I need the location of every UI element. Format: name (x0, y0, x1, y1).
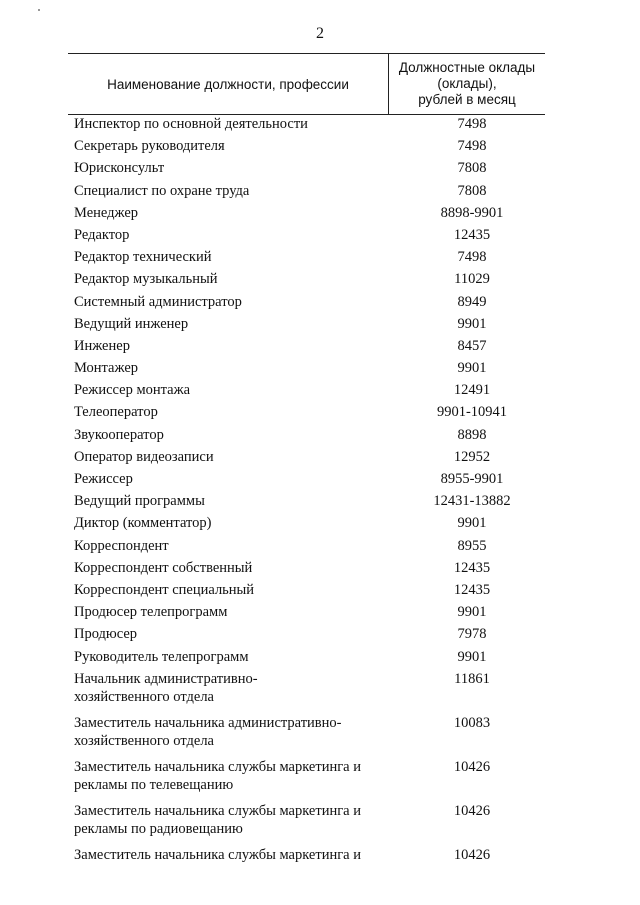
position-name (74, 625, 388, 643)
salary-value: 8898 (457, 426, 487, 443)
table-row (74, 202, 545, 224)
table-row (74, 601, 545, 623)
position-name (74, 426, 388, 444)
position-name (74, 802, 388, 838)
position-name-line2: хозяйственного отдела (74, 688, 214, 705)
table-row (74, 180, 545, 202)
position-name-line1: Секретарь руководителя (74, 138, 225, 155)
position-name-line1: Заместитель начальника службы маркетинга и (74, 758, 361, 775)
salary-value: 10426 (453, 802, 491, 819)
header-position-label: Наименование должности, профессии (107, 76, 349, 92)
position-name-line2: рекламы по телевещанию (74, 776, 234, 793)
position-name (74, 758, 388, 794)
table-row (74, 844, 545, 866)
position-name-line1: Телеоператор (74, 404, 158, 421)
position-name (74, 359, 388, 377)
position-name (74, 470, 388, 488)
header-position-column (68, 54, 388, 114)
position-name-line1: Оператор видеозаписи (74, 448, 214, 465)
table-row (74, 268, 545, 290)
table-row (74, 135, 545, 157)
position-name-line1: Инженер (74, 337, 130, 354)
position-name (74, 115, 388, 133)
position-name-line1: Продюсер телепрограмм (74, 604, 228, 621)
position-name-line1: Редактор технический (74, 249, 212, 266)
position-name-line1: Юрисконсульт (74, 160, 165, 177)
position-name-line1: Редактор (74, 226, 130, 243)
salary-value: 7498 (457, 138, 487, 155)
position-name-line1: Корреспондент специальный (74, 581, 255, 598)
table-row (74, 623, 545, 645)
header-salary-label-line2: (оклады), (437, 76, 497, 91)
header-salary-column (389, 54, 545, 114)
page-number: 2 (316, 25, 324, 42)
salary-value: 11029 (454, 271, 490, 288)
position-name-line1: Заместитель начальника службы маркетинга и (74, 846, 361, 863)
position-name-line1: Специалист по охране труда (74, 182, 250, 199)
table-row (74, 157, 545, 179)
position-name (74, 403, 388, 421)
salary-value: 12435 (453, 559, 491, 576)
position-name (74, 293, 388, 311)
table-header (68, 53, 545, 115)
position-name-line1: Режиссер монтажа (74, 382, 191, 399)
table-row (74, 756, 545, 800)
table-row (74, 512, 545, 534)
salary-value: 12952 (453, 448, 491, 465)
position-name (74, 603, 388, 621)
position-name (74, 315, 388, 333)
table-row (74, 424, 545, 446)
position-name-line1: Звукооператор (74, 426, 164, 443)
position-name (74, 714, 388, 750)
salary-value: 9901 (457, 515, 487, 532)
salary-value: 12431-13882 (433, 493, 511, 510)
position-name (74, 648, 388, 666)
salary-value: 8457 (457, 337, 487, 354)
table-row (74, 446, 545, 468)
position-name (74, 537, 388, 555)
salary-value: 8949 (457, 293, 487, 310)
salary-value: 9901 (457, 648, 487, 665)
position-name (74, 514, 388, 532)
table-row (74, 224, 545, 246)
position-name-line1: Ведущий программы (74, 493, 205, 510)
table-row (74, 579, 545, 601)
table-row (74, 357, 545, 379)
position-name (74, 337, 388, 355)
position-name-line1: Инспектор по основной деятельности (74, 116, 308, 132)
table-row (74, 335, 545, 357)
position-name (74, 270, 388, 288)
salary-value: 10426 (453, 846, 491, 863)
table-row (74, 113, 545, 135)
salary-value: 9901 (457, 315, 487, 332)
position-name-line1: Монтажер (74, 360, 139, 377)
salary-value: 7498 (457, 249, 487, 266)
salary-value: 10426 (453, 758, 491, 775)
position-name (74, 204, 388, 222)
salary-value: 7808 (457, 160, 487, 177)
position-name-line1: Ведущий инженер (74, 315, 189, 332)
position-name-line1: Руководитель телепрограмм (74, 648, 249, 665)
position-name (74, 226, 388, 244)
position-name-line1: Заместитель начальника службы маркетинга и (74, 802, 361, 819)
position-name-line2: рекламы по радиовещанию (74, 820, 243, 837)
position-name-line1: Корреспондент собственный (74, 559, 253, 576)
table-row (74, 800, 545, 844)
table-row (74, 468, 545, 490)
position-name-line1: Начальник административно- (74, 670, 258, 687)
scan-speck (38, 9, 40, 11)
table-row (74, 246, 545, 268)
position-name (74, 670, 388, 706)
salary-value: 7808 (457, 182, 487, 199)
salary-table-body (74, 113, 545, 866)
salary-value: 7498 (457, 116, 487, 132)
position-name-line1: Корреспондент (74, 537, 169, 554)
position-name (74, 448, 388, 466)
position-name (74, 581, 388, 599)
position-name (74, 381, 388, 399)
salary-value: 8955-9901 (440, 471, 504, 487)
table-row (74, 646, 545, 668)
position-name (74, 248, 388, 266)
position-name-line1: Продюсер (74, 626, 138, 643)
position-name (74, 137, 388, 155)
position-name-line1: Системный администратор (74, 293, 242, 310)
table-row (74, 401, 545, 423)
table-row (74, 379, 545, 401)
position-name-line1: Редактор музыкальный (74, 271, 218, 288)
position-name (74, 559, 388, 577)
salary-value: 9901 (457, 360, 487, 377)
table-row (74, 291, 545, 313)
salary-value: 12435 (453, 226, 491, 243)
salary-value: 12491 (453, 382, 491, 399)
salary-value: 8955 (457, 537, 487, 554)
salary-value: 12435 (453, 581, 491, 598)
header-salary-label-line1: Должностные оклады (398, 60, 536, 75)
salary-value: 7978 (457, 626, 487, 643)
salary-value: 9901-10941 (436, 404, 508, 421)
position-name (74, 492, 388, 510)
salary-value: 8898-9901 (440, 204, 504, 221)
table-row (74, 535, 545, 557)
position-name-line1: Заместитель начальника административно- (74, 714, 342, 731)
table-row (74, 313, 545, 335)
position-name (74, 846, 388, 864)
position-name (74, 182, 388, 200)
position-name-line1: Диктор (комментатор) (74, 515, 212, 532)
table-row (74, 557, 545, 579)
table-row (74, 668, 545, 712)
salary-value: 10083 (453, 714, 491, 731)
table-row (74, 490, 545, 512)
salary-value: 11861 (454, 670, 490, 687)
position-name-line2: хозяйственного отдела (74, 732, 214, 749)
position-name-line1: Менеджер (74, 204, 139, 221)
header-salary-label-line3: рублей в месяц (418, 92, 516, 107)
table-row (74, 712, 545, 756)
position-name (74, 159, 388, 177)
position-name-line1: Режиссер (74, 471, 133, 487)
salary-value: 9901 (457, 604, 487, 621)
